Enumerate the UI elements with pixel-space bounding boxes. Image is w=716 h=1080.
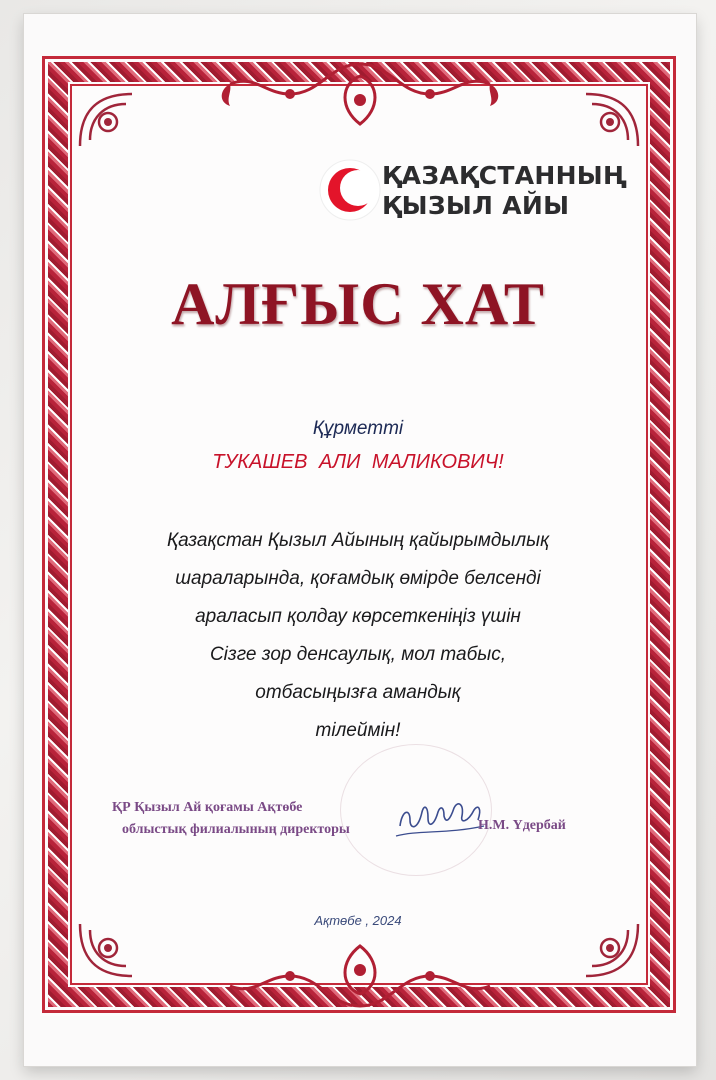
corner-ornament-top-left bbox=[72, 86, 146, 160]
handwritten-signature bbox=[388, 790, 488, 846]
bottom-ornament bbox=[210, 936, 510, 1016]
salutation: Құрметті bbox=[312, 418, 404, 439]
signatory-position-line1: ҚР Қызыл Ай қоғамы Ақтөбе bbox=[112, 800, 303, 815]
body-line: тілеймін! bbox=[315, 720, 401, 741]
red-crescent-logo bbox=[318, 158, 628, 222]
red-crescent-icon bbox=[318, 158, 382, 222]
body-line: Сізге зор денсаулық, мол табыс, bbox=[209, 644, 507, 665]
body-text bbox=[90, 522, 626, 750]
signatory-position-line2: облыстық филиалының директоры bbox=[122, 822, 350, 837]
signatory-name: Н.М. Үдербай bbox=[478, 818, 566, 833]
recipient-name: ТУКАШЕВ АЛИ МАЛИКОВИЧ! bbox=[212, 451, 504, 473]
logo-text-line2: ҚЫЗЫЛ АЙЫ bbox=[382, 191, 570, 220]
certificate-title: АЛҒЫС ХАТ bbox=[171, 271, 545, 337]
body-line: Қазақстан Қызыл Айының қайырымдылық bbox=[166, 530, 550, 551]
logo-text-line1: ҚАЗАҚСТАННЫҢ bbox=[382, 161, 628, 190]
corner-ornament-top-right bbox=[572, 86, 646, 160]
body-line: отбасыңызға амандық bbox=[255, 682, 461, 703]
body-line: шараларында, қоғамдық өмірде белсенді bbox=[175, 568, 541, 589]
body-line: араласып қолдау көрсеткеніңіз үшін bbox=[195, 606, 521, 627]
signatory-position bbox=[112, 797, 412, 841]
top-ornament bbox=[210, 54, 510, 134]
place-and-date: Ақтөбе , 2024 bbox=[314, 913, 402, 928]
